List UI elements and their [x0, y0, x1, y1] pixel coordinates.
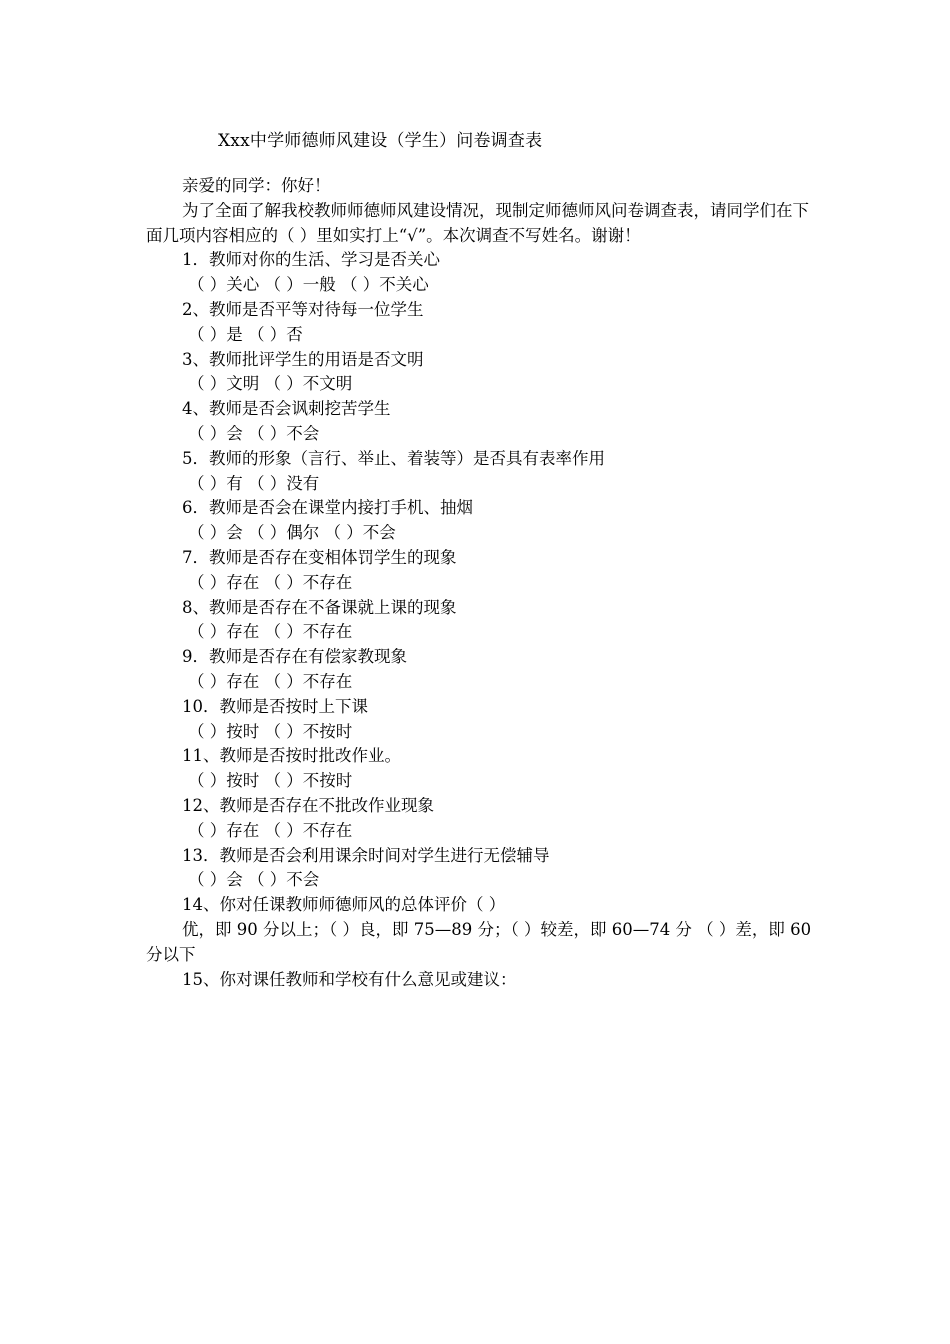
question-14-scale: 优，即 90 分以上；（ ）良，即 75—89 分；（ ）较差，即 60—74 分 （ ）差，即 60 分以下: [146, 919, 812, 964]
question-11: 11、教师是否按时批改作业。: [182, 746, 401, 766]
survey-body: [146, 174, 814, 992]
page-title: Xxx中学师德师风建设（学生）问卷调查表: [218, 131, 543, 151]
question-7: 7．教师是否存在变相体罚学生的现象: [182, 547, 457, 567]
intro-paragraph: 为了全面了解我校教师师德师风建设情况，现制定师德师风问卷调查表，请同学们在下面几项内容相应的（ ）里如实打上“√”。本次调查不写姓名。谢谢！: [146, 200, 809, 245]
question-8: 8、教师是否存在不备课就上课的现象: [182, 597, 457, 617]
question-9-options: （ ）存在 （ ）不存在: [188, 671, 353, 691]
question-12: 12、教师是否存在不批改作业现象: [182, 795, 434, 815]
question-7-options: （ ）存在 （ ）不存在: [188, 572, 353, 592]
question-3: 3、教师批评学生的用语是否文明: [182, 349, 424, 369]
question-10-options: （ ）按时 （ ）不按时: [188, 721, 353, 741]
question-5-options: （ ）有 （ ）没有: [188, 473, 320, 493]
question-3-options: （ ）文明 （ ）不文明: [188, 374, 353, 394]
question-6: 6．教师是否会在课堂内接打手机、抽烟: [182, 498, 473, 518]
question-4-options: （ ）会 （ ）不会: [188, 423, 320, 443]
question-13-options: （ ）会 （ ）不会: [188, 870, 320, 890]
question-11-options: （ ）按时 （ ）不按时: [188, 771, 353, 791]
question-1-options: （ ）关心 （ ）一般 （ ）不关心: [188, 275, 429, 295]
greeting: 亲爱的同学：你好！: [182, 176, 331, 195]
question-2: 2、教师是否平等对待每一位学生: [182, 299, 424, 319]
question-14: 14、你对任课教师师德师风的总体评价（ ）: [182, 895, 506, 915]
question-9: 9．教师是否存在有偿家教现象: [182, 647, 407, 667]
question-8-options: （ ）存在 （ ）不存在: [188, 622, 353, 642]
question-5: 5．教师的形象（言行、举止、着装等）是否具有表率作用: [182, 448, 605, 468]
question-12-options: （ ）存在 （ ）不存在: [188, 820, 353, 840]
question-13: 13．教师是否会利用课余时间对学生进行无偿辅导: [182, 845, 550, 865]
question-10: 10．教师是否按时上下课: [182, 696, 368, 716]
question-2-options: （ ）是 （ ）否: [188, 324, 303, 344]
question-6-options: （ ）会 （ ）偶尔 （ ）不会: [188, 523, 396, 543]
question-4: 4、教师是否会讽刺挖苦学生: [182, 399, 391, 419]
question-15: 15、你对课任教师和学校有什么意见或建议：: [182, 969, 517, 989]
question-1: 1．教师对你的生活、学习是否关心: [182, 250, 440, 270]
